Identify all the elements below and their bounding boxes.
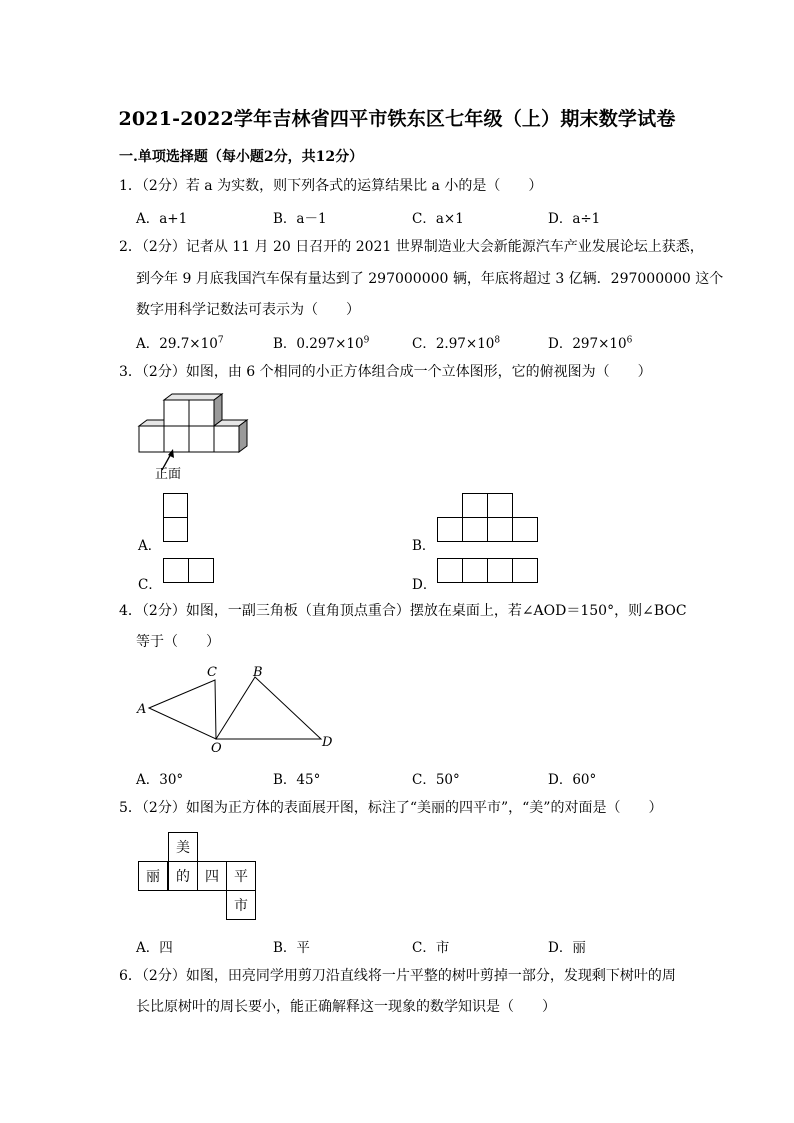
option-a-figure	[163, 493, 189, 545]
question-text: （2分）如图，由 6 个相同的小正方体组合成一个立体图形，它的俯视图为（ ）	[141, 364, 652, 380]
question-1	[119, 170, 542, 202]
triangle-aoc	[149, 680, 216, 739]
option-d: D．a÷1	[548, 211, 601, 227]
question-text: （2分）若 a 为实数，则下列各式的运算结果比 a 小的是（ ）	[141, 178, 543, 194]
option-a: A．$29.7\times 10^7$	[136, 335, 224, 352]
option-c: C．市	[412, 940, 450, 956]
option-c-figure	[163, 558, 215, 584]
cube-net-figure	[138, 832, 258, 924]
question-text: （2分）如图为正方体的表面展开图，标注了“美丽的四平市”，“美”的对面是（ ）	[141, 800, 663, 816]
point-label-c: C	[207, 665, 217, 680]
question-text-line: 到今年 9 月底我国汽车保有量达到了 297000000 辆，年底将超过 3 亿辆．297000000 这个	[136, 271, 724, 287]
question-number: 6．	[119, 968, 142, 984]
question-4	[119, 595, 687, 627]
option-d: D．60°	[548, 772, 597, 788]
option-c: C．a×1	[412, 211, 464, 227]
net-face: 市	[234, 898, 248, 914]
question-text-line: 长比原树叶的周长要小，能正确解释这一现象的数学知识是（ ）	[136, 999, 556, 1015]
question-number: 5．	[119, 800, 142, 816]
question-text-line: 数字用科学记数法可表示为（ ）	[136, 302, 360, 318]
question-text-line: （2分）如图，田亮同学用剪刀沿直线将一片平整的树叶剪掉一部分，发现剩下树叶的周	[141, 968, 676, 984]
point-label-a: A	[137, 702, 147, 717]
page-title: 2021-2022学年吉林省四平市铁东区七年级（上）期末数学试卷	[118, 108, 676, 130]
question-3	[119, 356, 652, 388]
question-2	[119, 231, 704, 263]
option-a: A．a+1	[136, 211, 188, 227]
net-face: 美	[176, 840, 190, 856]
question-5	[119, 792, 662, 824]
net-face: 的	[176, 869, 190, 885]
question-number: 2．	[119, 239, 142, 255]
question-text-line: （2分）如图，一副三角板（直角顶点重合）摆放在桌面上，若∠AOD＝150°，则∠BOC	[141, 603, 687, 619]
option-b: B．a－1	[273, 211, 327, 227]
triangle-bod	[216, 677, 321, 739]
net-face: 四	[205, 869, 219, 885]
option-b: B．	[412, 538, 436, 554]
front-label: 正面	[155, 467, 182, 482]
option-b-figure	[437, 493, 539, 545]
option-b: B．平	[273, 940, 310, 956]
question-text-line: 等于（ ）	[136, 634, 220, 650]
option-a: A．	[138, 538, 162, 554]
point-label-d: D	[322, 735, 333, 750]
option-b: B．45°	[273, 772, 321, 788]
option-d: D．$297\times 10^6$	[548, 335, 633, 352]
triangles-figure	[135, 663, 340, 758]
point-label-b: B	[253, 665, 263, 680]
option-a: A．30°	[136, 772, 184, 788]
net-face: 平	[234, 869, 248, 885]
option-c: C．$2.97\times 10^8$	[412, 335, 501, 352]
option-d: D．丽	[548, 940, 586, 956]
question-text-line: （2分）记者从 11 月 20 日召开的 2021 世界制造业大会新能源汽车产业发展论坛上获悉，	[141, 239, 704, 255]
option-d: D．	[412, 577, 437, 593]
option-b: B．$0.297\times 10^9$	[273, 335, 370, 352]
option-d-figure	[437, 558, 539, 584]
question-6	[119, 960, 676, 992]
question-number: 4．	[119, 603, 142, 619]
question-number: 3．	[119, 364, 142, 380]
section-heading: 一.单项选择题（每小题2分，共12分）	[119, 149, 364, 165]
net-face: 丽	[146, 869, 160, 885]
cube-stack-figure	[135, 392, 265, 487]
option-c: C．50°	[412, 772, 460, 788]
question-number: 1．	[119, 178, 142, 194]
point-label-o: O	[211, 741, 222, 756]
option-c: C．	[138, 577, 162, 593]
option-a: A．四	[136, 940, 173, 956]
